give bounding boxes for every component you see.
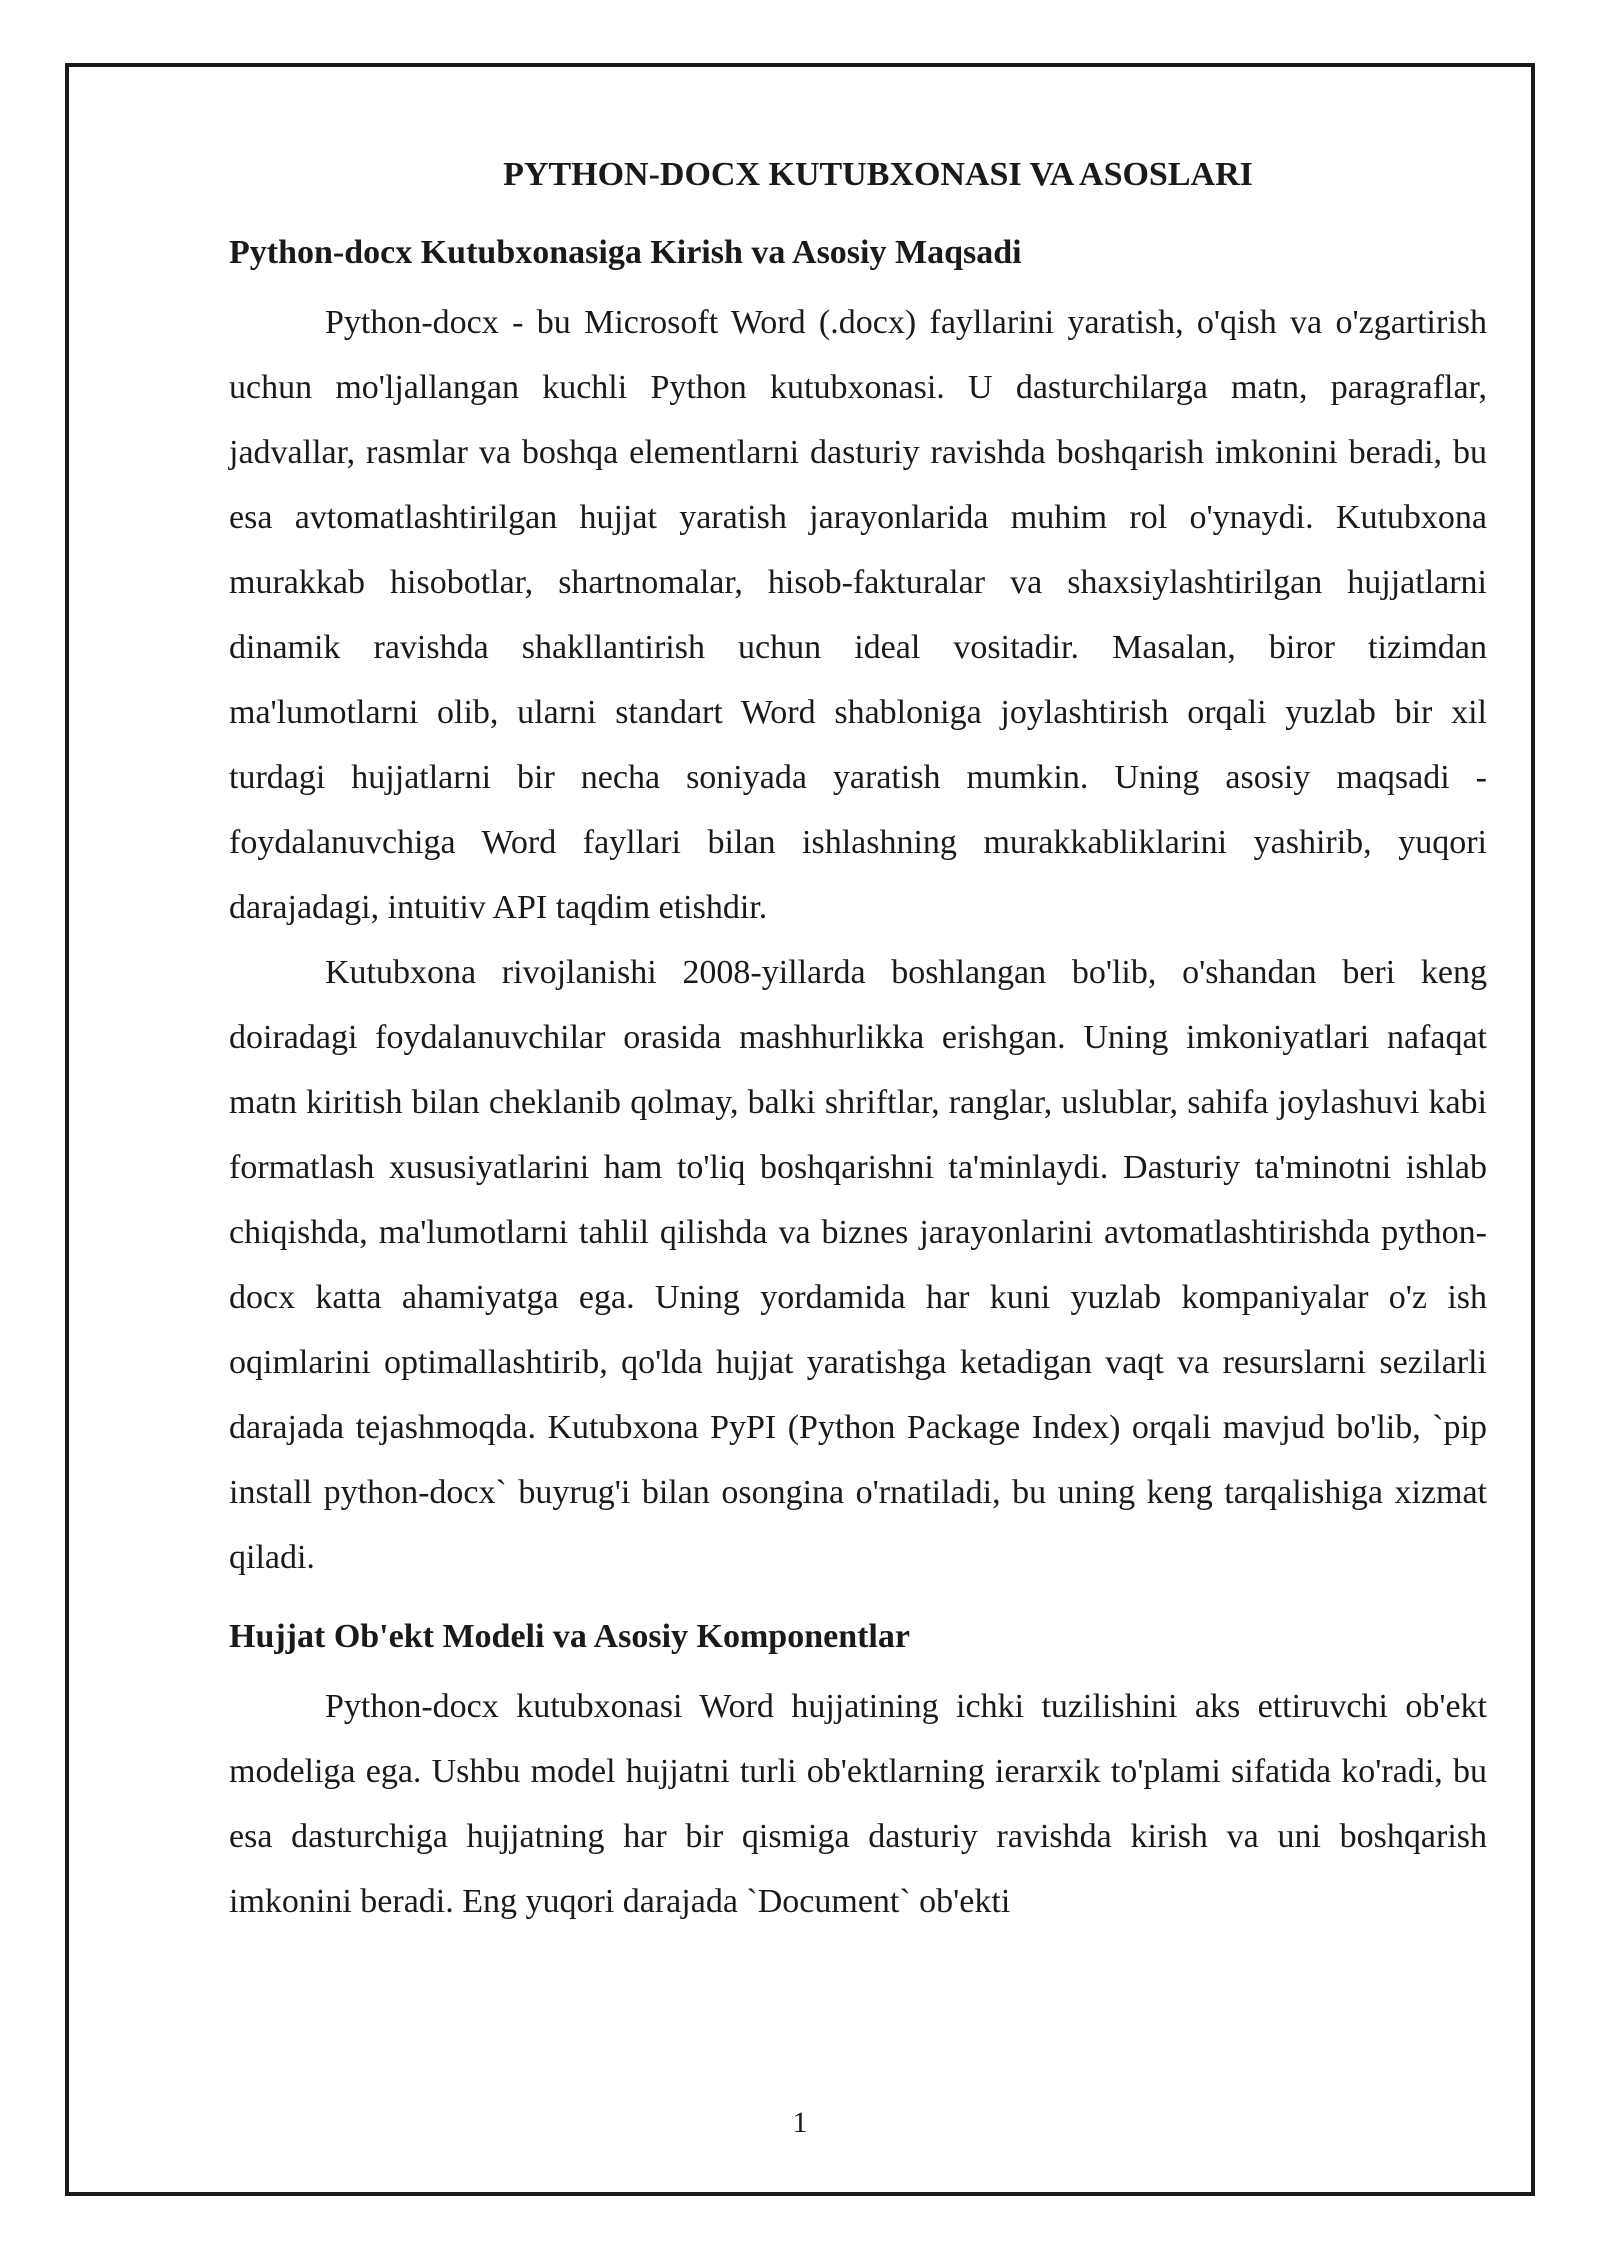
document-body [229,150,1487,1934]
document-title: PYTHON-DOCX KUTUBXONASI VA ASOSLARI [503,156,1253,193]
page-number: 1 [792,2106,808,2139]
paragraph: Python-docx - bu Microsoft Word (.docx) fayllarini yaratish, o'qish va o'zgartirish uchun mo'ljallangan kuchli Python kutubxonasi. U dasturchilarga matn, paragraflar, jadvallar, rasmlar va boshqa elementlarni dasturiy ravishda boshqarish imkonini beradi, bu esa avtomatlashtirilgan hujjat yaratish jarayonlarida muhim rol o'ynaydi. Kutubxona murakkab hisobotlar, shartnomalar, hisob-fakturalar va shaxsiylashtirilgan hujjatlarni dinamik ravishda shakllantirish uchun ideal vositadir. Masalan, biror tizimdan ma'lumotlarni olib, ularni standart Word shabloniga joylashtirish orqali yuzlab bir xil turdagi hujjatlarni bir necha soniyada yaratish mumkin. Uning asosiy maqsadi - foydalanuvchiga Word fayllari bilan ishlashning murakkabliklarini yashirib, yuqori darajadagi, intuitiv API taqdim etishdir. [229,304,1487,926]
paragraph: Python-docx kutubxonasi Word hujjatining ichki tuzilishini aks ettiruvchi ob'ekt modeliga ega. Ushbu model hujjatni turli ob'ektlarning ierarxik to'plami sifatida ko'radi, bu esa dasturchiga hujjatning har bir qismiga dasturiy ravishda kirish va uni boshqarish imkonini beradi. Eng yuqori darajada `Document` ob'ekti [229,1688,1487,1920]
paragraph: Kutubxona rivojlanishi 2008-yillarda boshlangan bo'lib, o'shandan beri keng doiradagi foydalanuvchilar orasida mashhurlikka erishgan. Uning imkoniyatlari nafaqat matn kiritish bilan cheklanib qolmay, balki shriftlar, ranglar, uslublar, sahifa joylashuvi kabi formatlash xususiyatlarini ham to'liq boshqarishni ta'minlaydi. Dasturiy ta'minotni ishlab chiqishda, ma'lumotlarni tahlil qilishda va biznes jarayonlarini avtomatlashtirishda python-docx katta ahamiyatga ega. Uning yordamida har kuni yuzlab kompaniyalar o'z ish oqimlarini optimallashtirib, qo'lda hujjat yaratishga ketadigan vaqt va resurslarni sezilarli darajada tejashmoqda. Kutubxona PyPI (Python Package Index) orqali mavjud bo'lib, `pip install python-docx` buyrug'i bilan osongina o'rnatiladi, bu uning keng tarqalishiga xizmat qiladi. [229,954,1487,1576]
section-heading-object-model: Hujjat Ob'ekt Modeli va Asosiy Komponentlar [229,1618,910,1655]
section-heading-intro: Python-docx Kutubxonasiga Kirish va Asosiy Maqsadi [229,234,1022,271]
